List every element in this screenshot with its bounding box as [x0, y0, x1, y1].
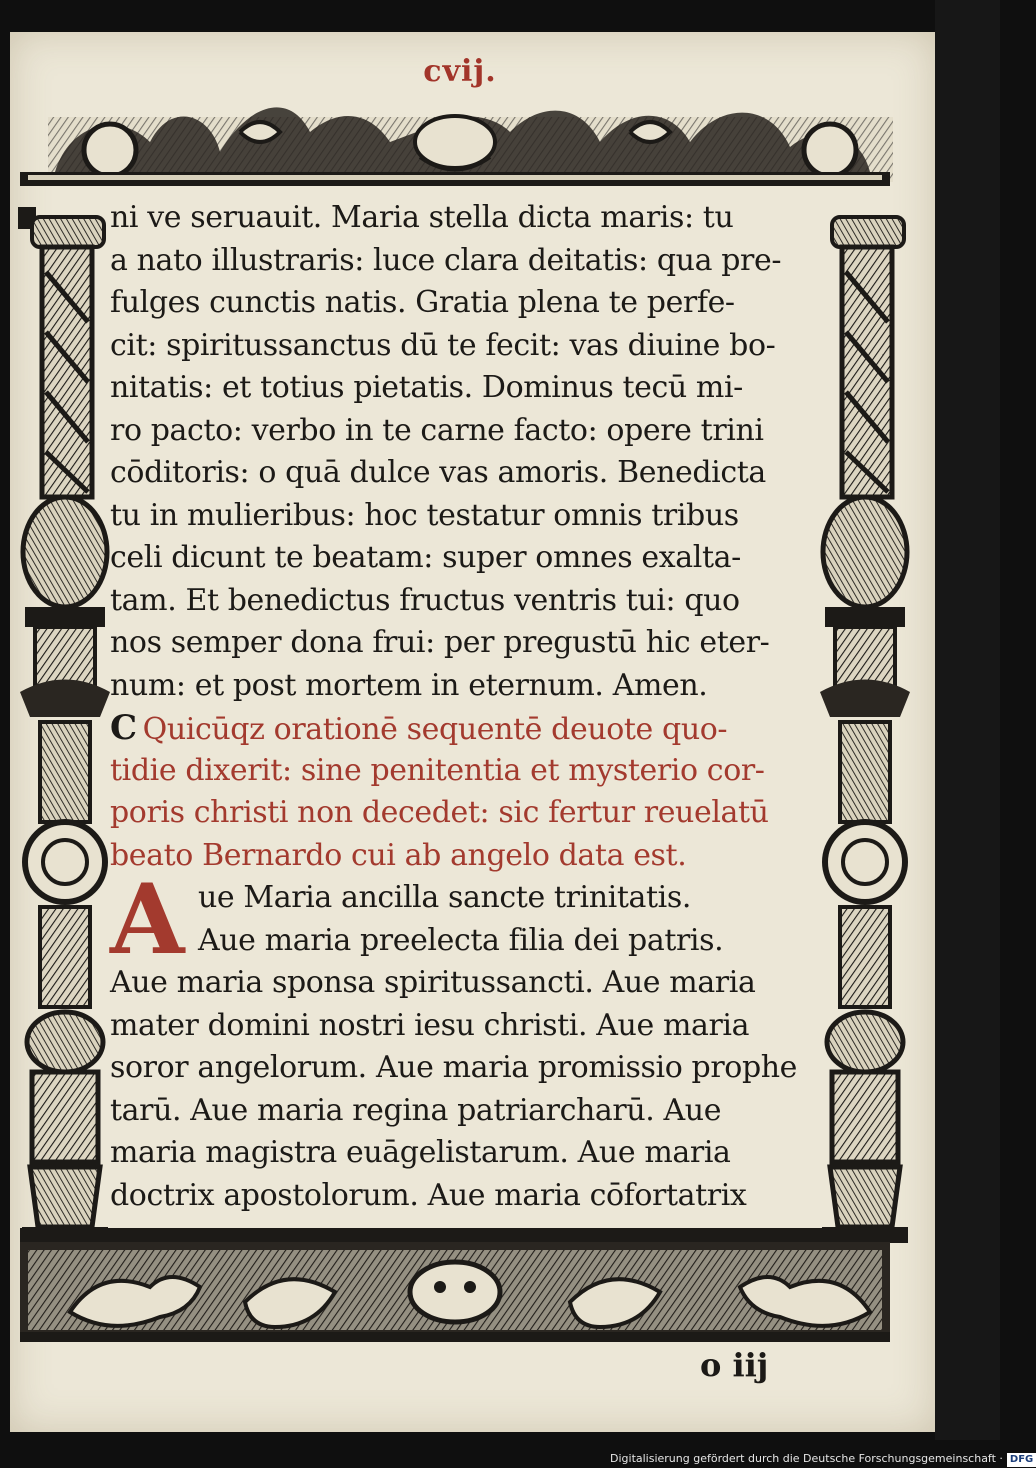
body-line: cit: spiritussanctus dū te fecit: vas diuine bo- [110, 327, 776, 363]
right-column-ornament [820, 217, 910, 1243]
prayer-line: soror angelorum. Aue maria promissio prophe [110, 1050, 798, 1085]
rubric-line [110, 707, 825, 750]
bottom-border-ornament [20, 1228, 890, 1342]
prayer-paragraph [110, 863, 825, 1217]
signature-mark: o iij [700, 1346, 769, 1384]
body-line: nitatis: et totius pietatis. Dominus tecū mi- [110, 370, 743, 405]
text-block [110, 197, 825, 1217]
dfg-logo: DFG [1007, 1453, 1036, 1467]
body-line: cōditoris: o quā dulce vas amoris. Benedicta [110, 455, 766, 490]
rubric-line: beato Bernardo cui ab angelo data est. [110, 837, 687, 873]
prayer-line: Aue maria sponsa spiritussancti. Aue maria [110, 965, 756, 1000]
body-line: num: et post mortem in eternum. Amen. [110, 667, 708, 703]
rubric-text: Quicūqz orationē sequentē deuote quo- [142, 712, 728, 747]
rubric-line: tidie dixerit: sine penitentia et mysterio cor- [110, 752, 765, 788]
body-line: ni ve seruauit. Maria stella dicta maris: tu [110, 200, 734, 235]
body-line: tam. Et benedictus fructus ventris tui: quo [110, 582, 740, 618]
prayer-line: tarū. Aue maria regina patriarcharū. Aue [110, 1092, 722, 1128]
body-line: celi dicunt te beatam: super omnes exalta- [110, 540, 741, 575]
top-border-ornament [20, 107, 893, 186]
digitization-credit [610, 1450, 1034, 1468]
left-column-ornament [18, 207, 110, 1243]
rubric-line: poris christi non decedet: sic fertur reuelatū [110, 795, 769, 830]
red-initial-letter: A [110, 863, 185, 976]
body-line: tu in mulieribus: hoc testatur omnis tribus [110, 497, 739, 533]
body-line: a nato illustraris: luce clara deitatis: qua pre- [110, 242, 782, 278]
body-line: nos semper dona frui: per pregustū hic eter- [110, 625, 770, 660]
prayer-line: ue Maria ancilla sancte trinitatis. [198, 880, 691, 915]
scan-background-right [935, 0, 1000, 1440]
book-page [10, 32, 935, 1432]
prayer-line: maria magistra euāgelistarum. Aue maria [110, 1135, 731, 1170]
prayer-line: doctrix apostolorum. Aue maria cōfortatrix [110, 1177, 747, 1213]
credit-text: Digitalisierung gefördert durch die Deutsche Forschungsgemeinschaft · [610, 1452, 1003, 1465]
prayer-line: Aue maria preelecta filia dei patris. [198, 922, 724, 958]
folio-number: cvij. [423, 54, 497, 89]
body-line: ro pacto: verbo in te carne facto: opere trini [110, 412, 764, 448]
body-line: fulges cunctis natis. Gratia plena te perfe- [110, 285, 735, 320]
prayer-line: mater domini nostri iesu christi. Aue maria [110, 1007, 750, 1043]
pilcrow-mark: C [110, 708, 137, 748]
